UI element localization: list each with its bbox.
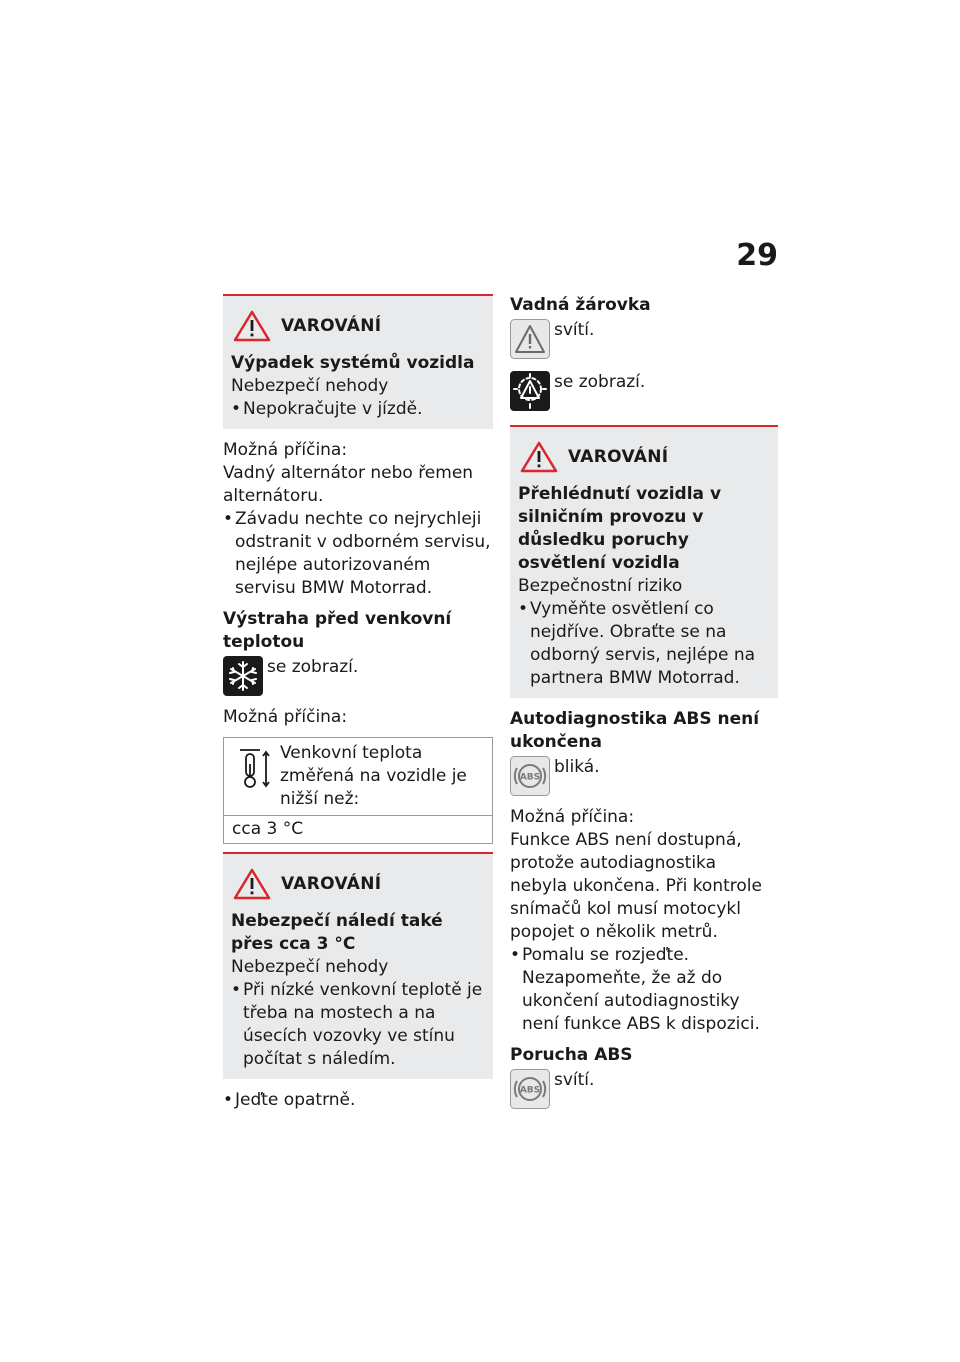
warning-triangle-icon [233, 310, 271, 342]
cause-label: Možná příčina: [223, 440, 348, 460]
section-title-bulb: Vadná žárovka [510, 295, 651, 315]
warning-bullet [518, 598, 770, 690]
section-title-temperature: Výstraha před venkovní teplotou [223, 609, 452, 652]
temperature-indicator-text: se zobrazí. [267, 657, 359, 677]
abs-indicator-row-2 [510, 1069, 778, 1109]
warning-bullet-text: Při nízké venkovní teplotě je třeba na mostech a na úsecích vozovky ve stínu počítat s náledím. [243, 980, 483, 1069]
bullet-dot: • [510, 945, 521, 965]
section-title-abs-fault: Porucha ABS [510, 1045, 633, 1065]
warning-title: Výpadek systémů vozidla [231, 353, 475, 373]
svg-text:ABS: ABS [519, 772, 541, 783]
warning-subtitle: Bezpečnostní riziko [518, 576, 683, 596]
cause-label-2: Možná příčina: [223, 707, 348, 727]
right-column [510, 294, 778, 1111]
cause-bullet [223, 508, 493, 600]
svg-text:ABS: ABS [519, 1085, 541, 1096]
cause-text: Vadný alternátor nebo řemen alternátoru. [223, 463, 474, 506]
abs-indicator-row-1 [510, 756, 778, 796]
page-number: 29 [736, 238, 778, 273]
abs-indicator-text-2: svítí. [554, 1070, 595, 1090]
warning-subtitle: Nebezpečí nehody [231, 957, 389, 977]
bulb-indicator-text-2: se zobrazí. [554, 372, 646, 392]
condition-table [223, 737, 493, 844]
warning-triangle-icon [233, 868, 271, 900]
bullet-dot: • [231, 399, 242, 419]
condition-value: cca 3 °C [232, 819, 304, 839]
warning-bullet [231, 398, 485, 421]
final-bullet [223, 1089, 493, 1112]
bulb-indicator-text-1: svítí. [554, 320, 595, 340]
bullet-dot: • [231, 980, 242, 1000]
warning-box-ice [223, 852, 493, 1079]
warning-label: VAROVÁNÍ [281, 316, 382, 336]
warning-box-lighting [510, 425, 778, 698]
warning-header [231, 310, 485, 342]
bullet-dot: • [518, 599, 529, 619]
abs-icon [510, 756, 550, 796]
warning-header [518, 441, 770, 473]
bulb-failure-icon [510, 371, 550, 411]
cause-bullet-text: Závadu nechte co nejrychleji odstranit v odborném servisu, nejlépe autorizovaném servisu BMW Motorrad. [235, 509, 491, 598]
warning-triangle-icon [510, 319, 550, 359]
warning-triangle-icon [520, 441, 558, 473]
warning-label: VAROVÁNÍ [281, 874, 382, 894]
cause-label-right: Možná příčina: [510, 807, 635, 827]
temperature-indicator-row [223, 656, 493, 696]
abs-indicator-text-1: bliká. [554, 757, 600, 777]
bullet-dot: • [223, 509, 234, 529]
warning-bullet-text: Vyměňte osvětlení co nejdříve. Obraťte se na odborný servis, nejlépe na partnera BMW Motorrad. [530, 599, 756, 688]
warning-label: VAROVÁNÍ [568, 447, 669, 467]
cause-text-right: Funkce ABS není dostupná, protože autodiagnostika nebyla ukončena. Při kontrole snímačů kol musí motocykl popojet o několik metrů. [510, 830, 762, 942]
condition-text: Venkovní teplota změřená na vozidle je nižší než: [280, 743, 467, 809]
bulb-indicator-row-1 [510, 319, 778, 359]
left-column [223, 294, 493, 1112]
bullet-dot: • [223, 1090, 234, 1110]
snowflake-icon [223, 656, 263, 696]
warning-bullet [231, 979, 485, 1071]
warning-bullet-text: Nepokračujte v jízdě. [243, 399, 423, 419]
thermometer-icon [236, 746, 272, 790]
warning-box-system-failure [223, 294, 493, 429]
warning-subtitle: Nebezpečí nehody [231, 376, 389, 396]
condition-row [224, 738, 492, 816]
warning-title: Nebezpečí náledí také přes cca 3 °C [231, 911, 443, 954]
warning-title: Přehlédnutí vozidla v silničním provozu v důsledku poruchy osvětlení vozidla [518, 484, 722, 573]
bulb-indicator-row-2 [510, 371, 778, 411]
abs-icon [510, 1069, 550, 1109]
cause-bullet-right [510, 944, 778, 1036]
final-bullet-text: Jeďte opatrně. [235, 1090, 356, 1110]
section-title-abs-selftest: Autodiagnostika ABS není ukončena [510, 709, 760, 752]
warning-header [231, 868, 485, 900]
cause-bullet-text-right: Pomalu se rozjeďte. Nezapomeňte, že až do ukončení autodiagnostiky není funkce ABS k dispozici. [522, 945, 760, 1034]
